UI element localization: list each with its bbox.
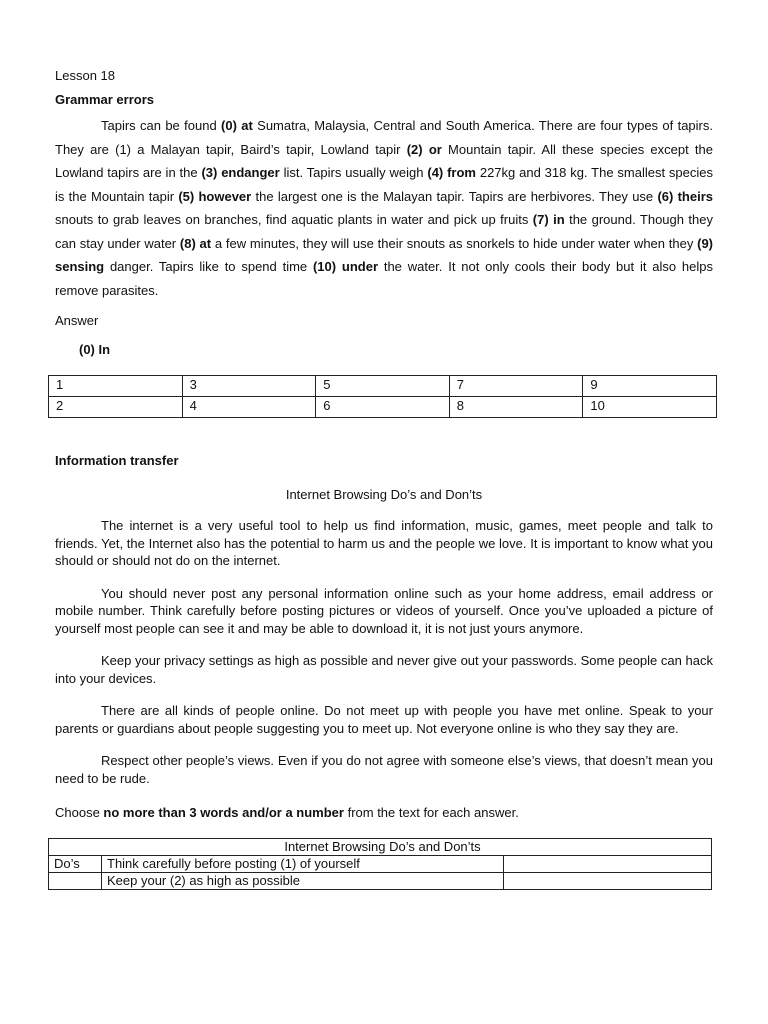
answer-cell[interactable]: 8 (449, 397, 583, 418)
table-row (49, 873, 712, 890)
answer-cell[interactable]: 6 (316, 397, 450, 418)
article-paragraph: Respect other people’s views. Even if you do not agree with someone else’s views, that doesn’t mean you need to be rude. (55, 753, 713, 786)
lesson-label: Lesson 18 (55, 68, 115, 83)
answer-label: Answer (55, 313, 99, 328)
answer-cell[interactable]: 1 (49, 376, 183, 397)
article-paragraph: You should never post any personal information online such as your home address, email address or mobile number. Think carefully before posting pictures or videos of yourself. Once you’ve uploaded a picture of yourself most people can see it and may be able to download it, it is not just yours anymore. (55, 585, 713, 636)
article-paragraph: There are all kinds of people online. Do not meet up with people you have met online. Speak to your parents or guardians about people suggesting you to meet up. Not everyone online is who they say they are. (55, 703, 713, 736)
grammar-passage: Tapirs can be found (0) at Sumatra, Malaysia, Central and South America. There are four types of tapirs. They are (1) a Malayan tapir, Baird’s tapir, Lowland tapir (2) or Mountain tapir. All these species except the Lowland tapirs are in the (3) endanger list. Tapirs usually weigh (4) from 227kg and 318 kg. The smallest species is the Mountain tapir (5) however the largest one is the Malayan tapir. Tapirs are herbivores. They use (6) theirs snouts to grab leaves on branches, find aquatic plants in water and pick up fruits (7) in the ground. Though they can stay under water (8) at a few minutes, they will use their snouts as snorkels to hide under water when they (9) sensing danger. Tapirs like to spend time (10) under the water. It not only cools their body but it also helps remove parasites. (55, 118, 714, 298)
article-paragraph: Keep your privacy settings as high as possible and never give out your passwords. Some people can hack into your devices. (55, 653, 713, 686)
answer-grid-row (49, 376, 717, 397)
answer-grid-row (49, 397, 717, 418)
table-title: Internet Browsing Do’s and Don’ts (49, 839, 712, 856)
answer-cell[interactable]: 3 (182, 376, 316, 397)
article-title: Internet Browsing Do’s and Don’ts (285, 487, 483, 502)
answer-blank[interactable] (504, 873, 712, 890)
info-transfer-heading: Information transfer (55, 453, 179, 468)
article-paragraph: The internet is a very useful tool to help us find information, music, games, meet people and talk to friends. Yet, the Internet also has the potential to harm us and the people we love. It is important to know what you should or should not do on the internet. (55, 518, 713, 568)
instructions: Choose no more than 3 words and/or a number from the text for each answer. (55, 805, 519, 820)
answer-cell[interactable]: 9 (583, 376, 717, 397)
answer-cell[interactable]: 4 (182, 397, 316, 418)
grammar-heading: Grammar errors (55, 92, 154, 107)
dos-label: Do’s (49, 856, 102, 873)
answer-cell[interactable]: 2 (49, 397, 183, 418)
table-cell: Think carefully before posting (1) of yourself (102, 856, 504, 873)
answer-cell[interactable]: 10 (583, 397, 717, 418)
dos-donts-table (48, 838, 712, 890)
answer-grid (48, 375, 717, 418)
answer-blank[interactable] (504, 856, 712, 873)
answer-cell[interactable]: 5 (316, 376, 450, 397)
table-row (49, 856, 712, 873)
document-page (55, 66, 713, 890)
empty-cell (49, 873, 102, 890)
example-answer: (0) In (79, 342, 111, 357)
answer-cell[interactable]: 7 (449, 376, 583, 397)
table-cell: Keep your (2) as high as possible (102, 873, 504, 890)
